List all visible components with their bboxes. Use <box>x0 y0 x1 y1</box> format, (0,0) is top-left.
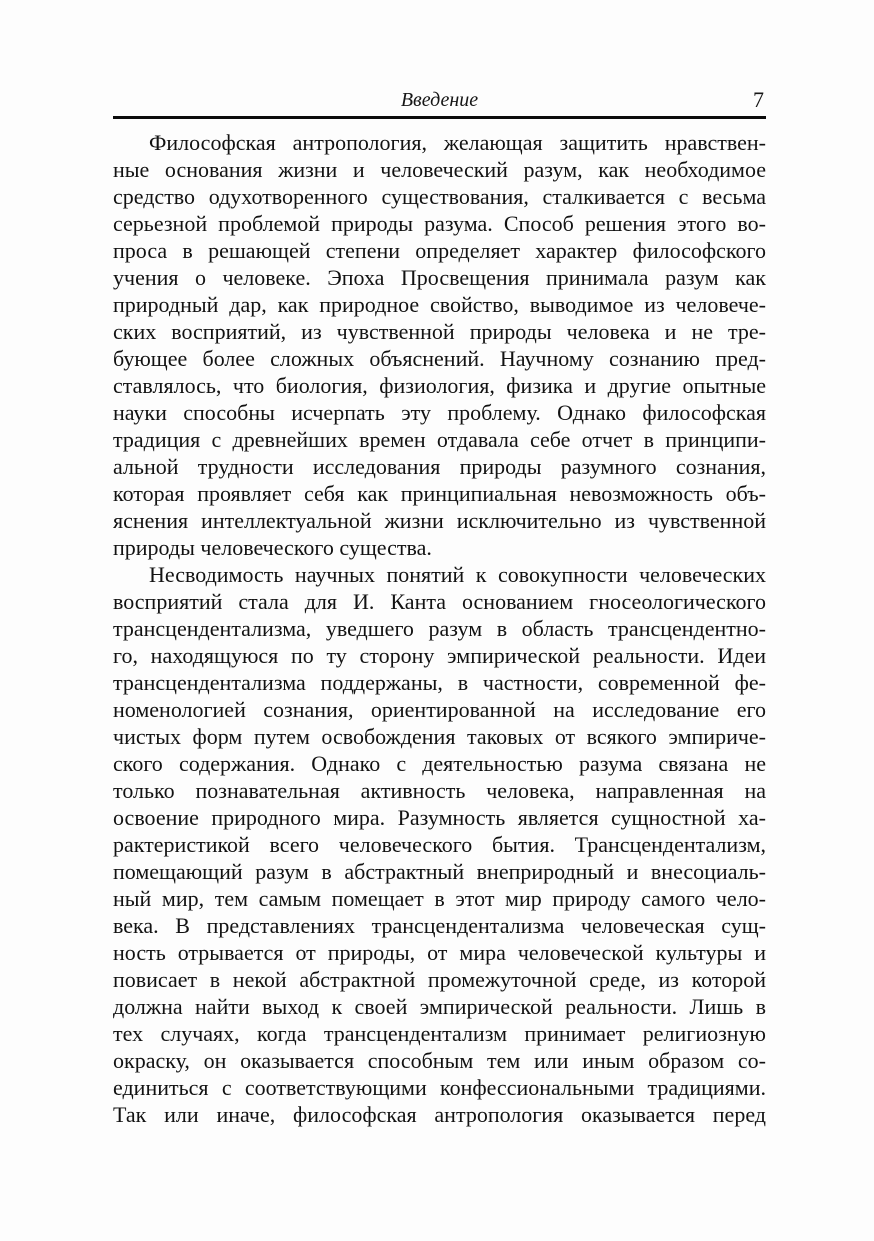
text-line: серьезной проблемой природы разума. Способ решения этого во- <box>113 211 766 236</box>
page-header <box>113 88 766 114</box>
running-title: Введение <box>400 89 479 111</box>
text-line: яснения интеллектуальной жизни исключительно из чувственной <box>113 508 766 533</box>
text-line: го, находящуюся по ту сторону эмпирической реальности. Идеи <box>113 643 766 668</box>
text-line: учения о человеке. Эпоха Просвещения принимала разум как <box>113 265 766 290</box>
text-line: трансцендентализма, уведшего разум в область трансцендентно- <box>113 616 766 641</box>
text-line: Несводимость научных понятий к совокупности человеческих <box>149 562 766 587</box>
text-line: номенологией сознания, ориентированной на исследование его <box>113 697 766 722</box>
text-line: ность отрывается от природы, от мира человеческой культуры и <box>113 940 766 965</box>
text-line: века. В представлениях трансцендентализма человеческая сущ- <box>113 913 766 938</box>
text-line: ских восприятий, из чувственной природы человека и не тре- <box>113 319 766 344</box>
text-line: помещающий разум в абстрактный внеприродный и внесоциаль- <box>113 859 766 884</box>
paragraph <box>113 129 766 561</box>
text-line: единиться с соответствующими конфессиональными традициями. <box>113 1075 766 1100</box>
text-line: окраску, он оказывается способным тем или иным образом со- <box>113 1048 766 1073</box>
text-line: Философская антропология, желающая защитить нравствен- <box>149 130 766 155</box>
text-line: проса в решающей степени определяет характер философского <box>113 238 766 263</box>
header-rule <box>113 116 766 119</box>
text-line: Так или иначе, философская антропология оказывается перед <box>113 1102 766 1127</box>
paragraph <box>113 561 766 1128</box>
text-line: чистых форм путем освобождения таковых от всякого эмпириче- <box>113 724 766 749</box>
text-line: которая проявляет себя как принципиальная невозможность объ- <box>113 481 766 506</box>
text-line: традиция с древнейших времен отдавала себе отчет в принципи- <box>113 427 766 452</box>
text-line: ный мир, тем самым помещает в этот мир природу самого чело- <box>113 886 766 911</box>
text-line: бующее более сложных объяснений. Научному сознанию пред- <box>113 346 766 371</box>
text-line: рактеристикой всего человеческого бытия. Трансцендентализм, <box>113 832 766 857</box>
text-line: природы человеческого существа. <box>113 535 432 560</box>
text-line: должна найти выход к своей эмпирической реальности. Лишь в <box>113 994 766 1019</box>
body-text <box>113 129 766 1128</box>
text-line: науки способны исчерпать эту проблему. Однако философская <box>113 400 766 425</box>
text-line: средство одухотворенного существования, сталкивается с весьма <box>113 184 766 209</box>
text-line: тех случаях, когда трансцендентализм принимает религиозную <box>113 1021 766 1046</box>
text-line: ставлялось, что биология, физиология, физика и другие опытные <box>113 373 766 398</box>
text-line: ные основания жизни и человеческий разум, как необходимое <box>113 157 766 182</box>
text-line: природный дар, как природное свойство, выводимое из человече- <box>113 292 766 317</box>
text-line: только познавательная активность человека, направленная на <box>113 778 766 803</box>
page-number: 7 <box>753 87 764 112</box>
text-line: альной трудности исследования природы разумного сознания, <box>113 454 766 479</box>
text-line: повисает в некой абстрактной промежуточной среде, из которой <box>113 967 766 992</box>
text-line: восприятий стала для И. Канта основанием гносеологического <box>113 589 766 614</box>
text-line: освоение природного мира. Разумность является сущностной ха- <box>113 805 766 830</box>
text-line: трансцендентализма поддержаны, в частности, современной фе- <box>113 670 766 695</box>
text-line: ского содержания. Однако с деятельностью разума связана не <box>113 751 766 776</box>
